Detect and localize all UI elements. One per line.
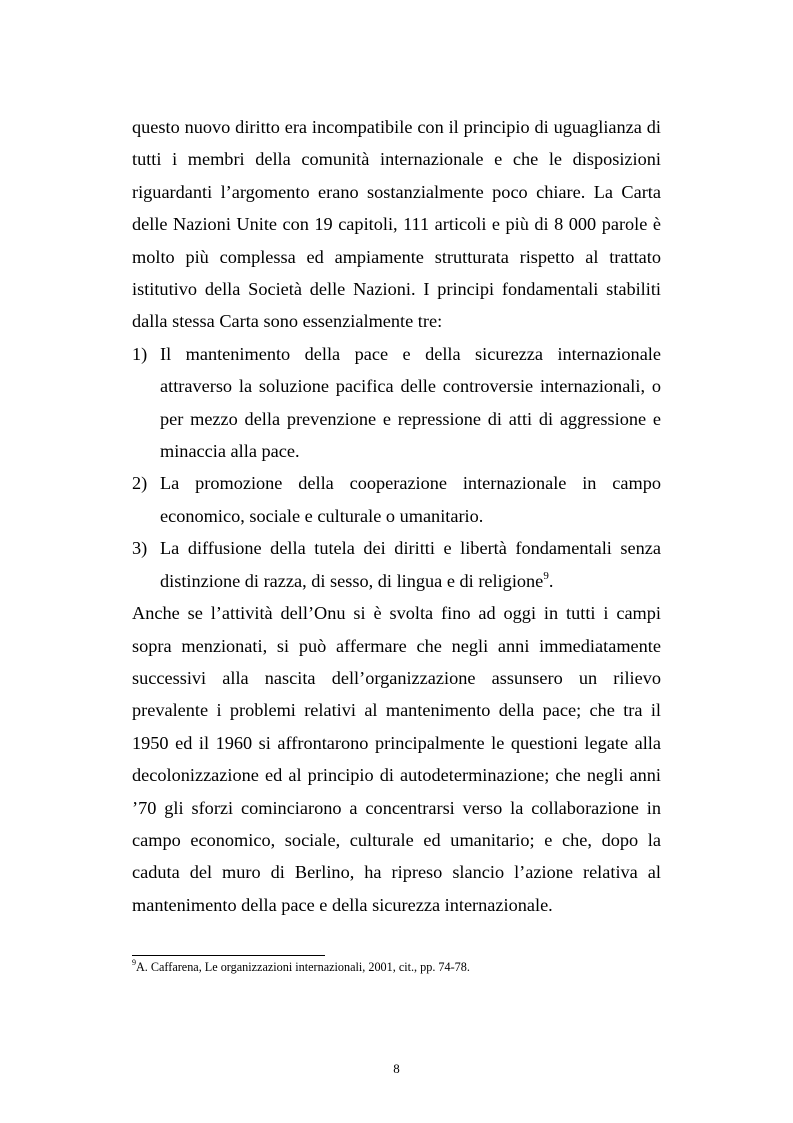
- footnote-reference[interactable]: 9: [543, 569, 549, 582]
- list-item: [132, 467, 661, 532]
- list-item-text: La promozione della cooperazione internazionale in campo economico, sociale e culturale o umanitario.: [160, 473, 661, 526]
- list-item-text: Il mantenimento della pace e della sicurezza internazionale attraverso la soluzione pacifica delle controversie internazionali, o per mezzo della prevenzione e repressione di atti di aggressione e minaccia alla pace.: [160, 343, 661, 462]
- page-number: 8: [393, 1061, 400, 1076]
- body-text: [132, 111, 661, 921]
- list-item-text: La diffusione della tutela dei diritti e libertà fondamentali senza distinzione di razza, di sesso, di lingua e di religione: [160, 538, 661, 591]
- list-item: [132, 338, 661, 468]
- list-marker: 2): [132, 473, 148, 494]
- footnote-separator: [132, 955, 325, 956]
- footnote-number: 9: [132, 957, 136, 967]
- list-marker: 3): [132, 538, 148, 559]
- list-item-suffix: .: [548, 570, 554, 591]
- principles-list: [132, 338, 661, 597]
- footnote-text: A. Caffarena, Le organizzazioni internazionali, 2001, cit., pp. 74-78.: [136, 960, 470, 974]
- paragraph: questo nuovo diritto era incompatibile con il principio di uguaglianza di tutti i membri della comunità internazionale e che le disposizioni riguardanti l’argomento erano sostanzialmente poco chiare. La Carta delle Nazioni Unite con 19 capitoli, 111 articoli e più di 8 000 parole è molto più complessa ed ampiamente strutturata rispetto al trattato istitutivo della Società delle Nazioni. I principi fondamentali stabiliti dalla stessa Carta sono essenzialmente tre:: [132, 117, 661, 332]
- paragraph: Anche se l’attività dell’Onu si è svolta fino ad oggi in tutti i campi sopra menzionati, si può affermare che negli anni immediatamente successivi alla nascita dell’organizzazione assunsero un rilievo prevalente i problemi relativi al mantenimento della pace; che tra il 1950 ed il 1960 si affrontarono principalmente le questioni legate alla decolonizzazione ed al principio di autodeterminazione; che negli anni ’70 gli sforzi cominciarono a concentrarsi verso la collaborazione in campo economico, sociale, culturale ed umanitario; e che, dopo la caduta del muro di Berlino, ha ripreso slancio l’azione relativa al mantenimento della pace e della sicurezza internazionale.: [132, 603, 661, 915]
- list-marker: 1): [132, 343, 148, 364]
- footnote: [132, 959, 661, 975]
- list-item: [132, 532, 661, 597]
